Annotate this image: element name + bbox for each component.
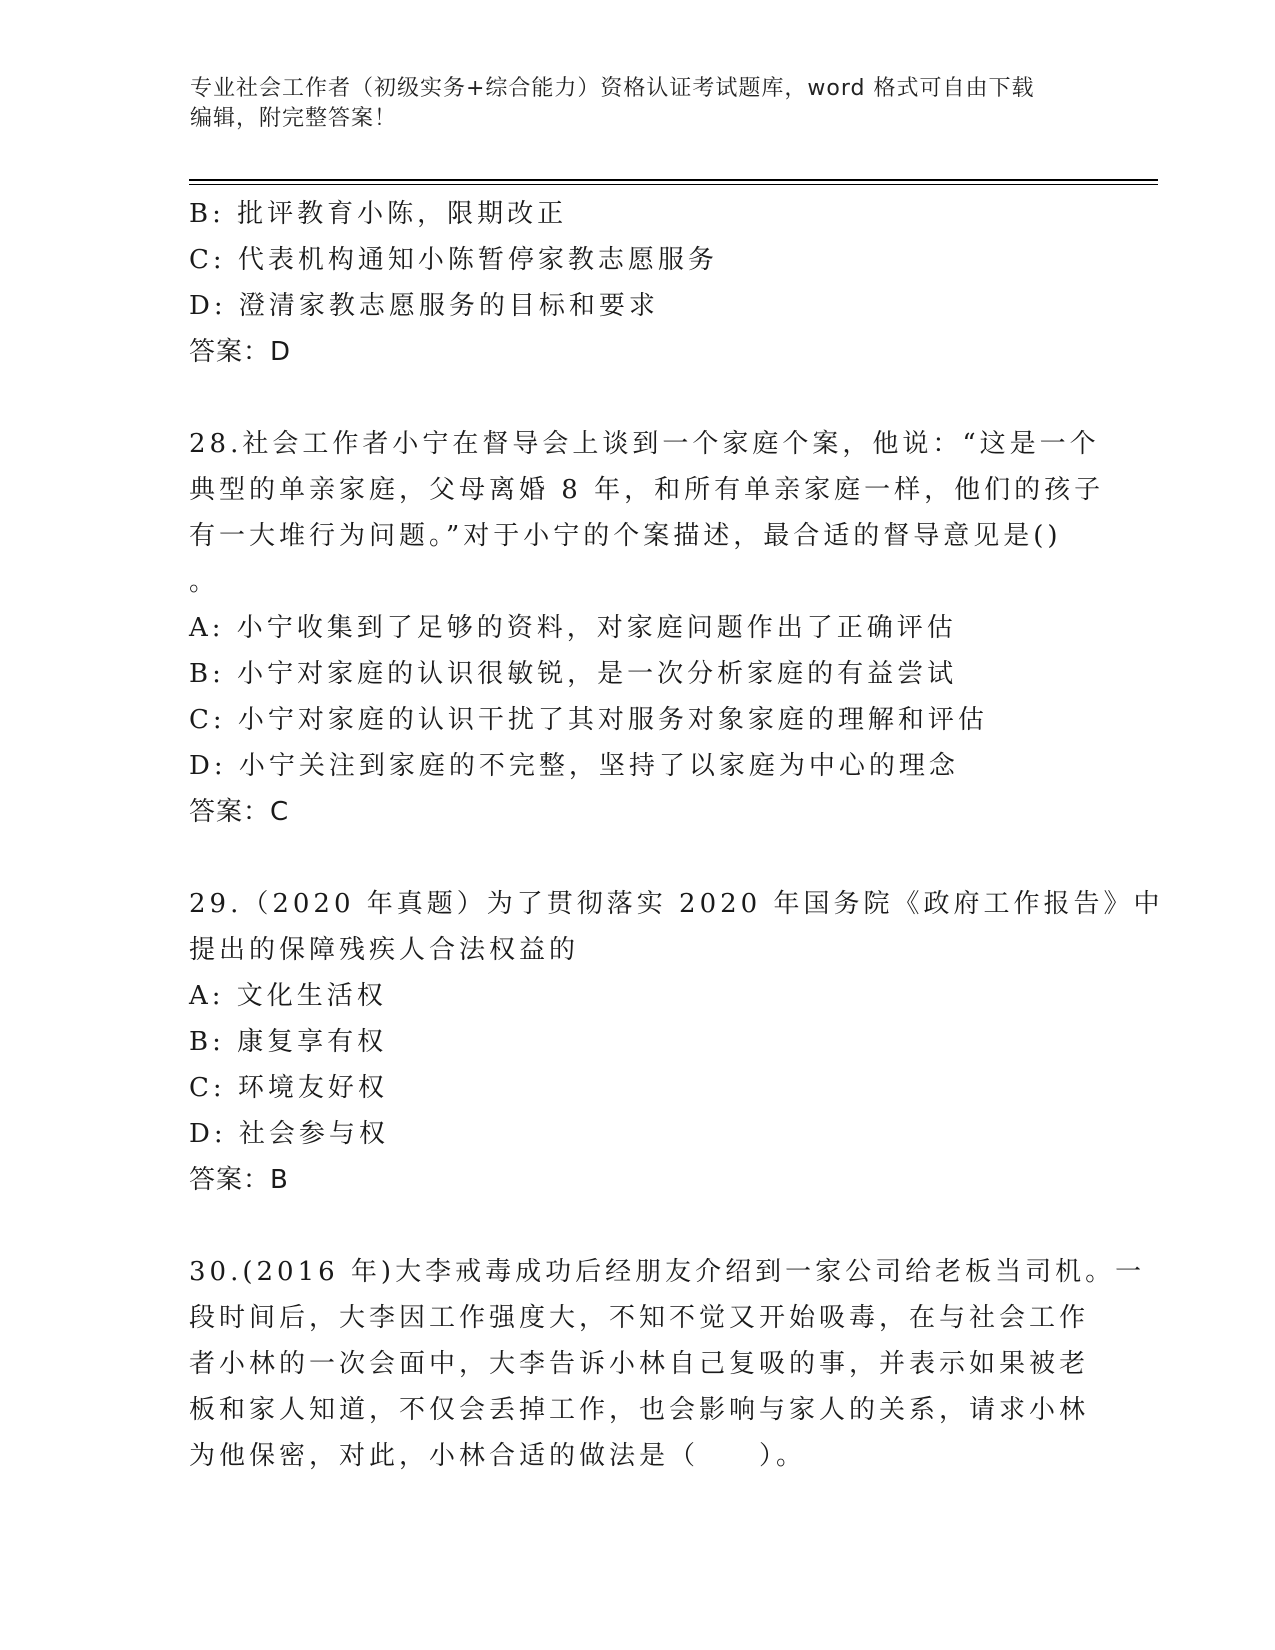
q28-stem-line: 28.社会工作者小宁在督导会上谈到一个家庭个案，他说：“这是一个 [189,429,1100,459]
document-header [190,74,1090,134]
q30-stem-line: 板和家人知道，不仅会丢掉工作，也会影响与家人的关系，请求小林 [189,1395,1090,1425]
q28-answer: 答案：C [189,797,290,827]
q29-option-a: A: 文化生活权 [189,981,387,1011]
header-divider-thin [189,184,1158,185]
q28-option-d: D: 小宁关注到家庭的不完整，坚持了以家庭为中心的理念 [189,751,959,781]
question-29 [189,881,1164,1203]
q29-option-d: D: 社会参与权 [189,1119,389,1149]
q27-option-d: D: 澄清家教志愿服务的目标和要求 [189,291,659,321]
question-list [189,191,1164,1479]
q27-option-b: B: 批评教育小陈，限期改正 [189,199,568,229]
q29-option-b: B: 康复享有权 [189,1027,388,1057]
question-spacer [189,835,1089,881]
q30-stem-line: 为他保密，对此，小林合适的做法是（ ）。 [189,1441,807,1471]
q28-stem-line: 。 [189,567,220,597]
question-28 [189,421,1105,835]
q27-answer: 答案：D [189,337,292,367]
q29-answer: 答案：B [189,1165,289,1195]
header-divider-thick [189,179,1158,181]
q28-option-a: A: 小宁收集到了足够的资料，对家庭问题作出了正确评估 [189,613,957,643]
q30-stem-line: 30.(2016 年)大李戒毒成功后经朋友介绍到一家公司给老板当司机。一 [189,1257,1146,1287]
question-spacer [189,1203,1089,1249]
q29-option-c: C: 环境友好权 [189,1073,388,1103]
q28-stem-line: 典型的单亲家庭，父母离婚 8 年，和所有单亲家庭一样，他们的孩子 [189,475,1105,505]
q28-option-c: C: 小宁对家庭的认识干扰了其对服务对象家庭的理解和评估 [189,705,988,735]
q30-stem-line: 段时间后，大李因工作强度大，不知不觉又开始吸毒，在与社会工作 [189,1303,1090,1333]
q28-option-b: B: 小宁对家庭的认识很敏锐，是一次分析家庭的有益尝试 [189,659,958,689]
q29-stem-line: 提出的保障残疾人合法权益的 [189,935,580,965]
q30-stem-line: 者小林的一次会面中，大李告诉小林自己复吸的事，并表示如果被老 [189,1349,1090,1379]
header-title-line-1: 专业社会工作者（初级实务+综合能力）资格认证考试题库，word 格式可自由下载 [190,76,1035,101]
q28-stem-line: 有一大堆行为问题。”对于小宁的个案描述，最合适的督导意见是() [189,521,1062,551]
q27-option-c: C: 代表机构通知小陈暂停家教志愿服务 [189,245,718,275]
header-title-line-2: 编辑，附完整答案！ [190,106,398,131]
question-30 [189,1249,1146,1479]
question-spacer [189,375,1089,421]
q29-stem-line: 29.（2020 年真题）为了贯彻落实 2020 年国务院《政府工作报告》中 [189,889,1164,919]
question-27 [189,191,1089,375]
